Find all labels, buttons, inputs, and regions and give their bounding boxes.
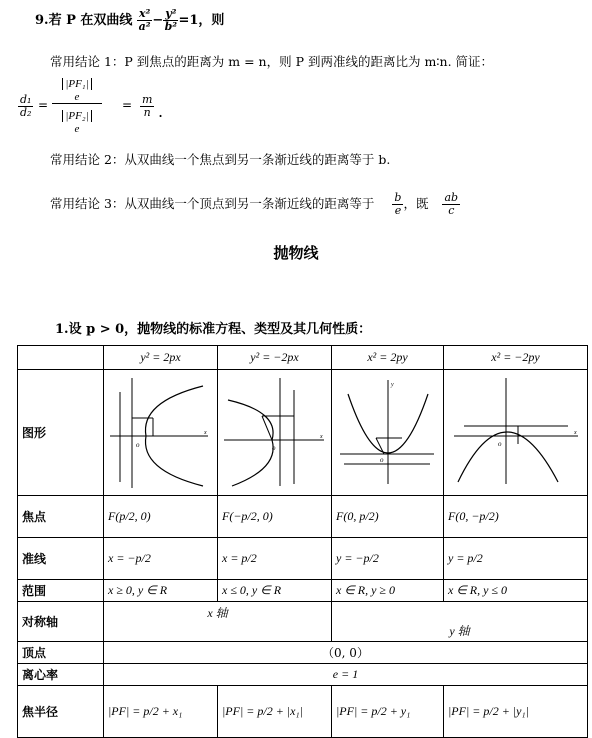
frac-b-e: $\frac{b}{e}$ (394, 191, 402, 217)
svg-text:o: o (272, 444, 276, 452)
radius-right: |PF| = p/2 + x₁ (104, 686, 218, 738)
axis-x: x 轴 (104, 602, 332, 642)
row-label-directrix: 准线 (18, 538, 104, 580)
figure-up (332, 370, 444, 496)
focus-right: F(p/2, 0) (104, 496, 218, 538)
focus-up: F(0, p/2) (332, 496, 444, 538)
q9-tail: =1，则 (178, 13, 225, 28)
row-label-focus: 焦点 (18, 496, 104, 538)
parabola-left-graph (222, 372, 326, 490)
directrix-up: y = −p/2 (332, 538, 444, 580)
row-label-radius: 焦半径 (18, 686, 104, 738)
row-label-axis: 对称轴 (18, 602, 104, 642)
svg-text:o: o (136, 441, 140, 449)
axis-y: y 轴 (332, 602, 588, 642)
axis-row (18, 602, 588, 642)
q1-heading: 1.设 p > 0，抛物线的标准方程、类型及其几何性质： (55, 322, 372, 337)
ecc-row (18, 664, 588, 686)
q9-prefix: 9.若 P 在双曲线 (35, 13, 133, 28)
svg-text:o: o (498, 440, 502, 448)
ecc-value: e = 1 (104, 664, 588, 686)
row-label-figure: 图形 (18, 370, 104, 496)
q9-frac-x: $\frac{\text{x²}}{\text{a²}}$ (138, 7, 151, 33)
parabola-up-graph (336, 372, 438, 490)
vertex-value: （0, 0） (104, 642, 588, 664)
parabola-table (17, 345, 588, 738)
focus-down: F(0, −p/2) (444, 496, 588, 538)
range-left: x ≤ 0, y ∈ R (218, 580, 332, 602)
directrix-down: y = p/2 (444, 538, 588, 580)
figure-right (104, 370, 218, 496)
focus-left: F(−p/2, 0) (218, 496, 332, 538)
conclusion-1: 常用结论 1：P 到焦点的距离为 m = n，则 P 到两准线的距离比为 m∶n. 简证： (50, 54, 494, 69)
radius-left: |PF| = p/2 + |x₁| (218, 686, 332, 738)
radius-row (18, 686, 588, 738)
range-up: x ∈ R, y ≥ 0 (332, 580, 444, 602)
directrix-row (18, 538, 588, 580)
row-label-range: 范围 (18, 580, 104, 602)
q9-line: 9.若 P 在双曲线 $\frac{\text{x²}}{\text{a²}}$ − $\frac{\text{y²}}{\text{b²}}$ =1，则 (35, 7, 225, 33)
pf-frac: |PF₁| e |PF₂| e (52, 72, 102, 135)
svg-text:y: y (391, 382, 394, 388)
parabola-down-graph (448, 372, 582, 490)
section-title: 抛物线 (273, 244, 319, 262)
directrix-left: x = p/2 (218, 538, 332, 580)
directrix-right: x = −p/2 (104, 538, 218, 580)
conclusion-2: 常用结论 2：从双曲线一个焦点到另一条渐近线的距离等于 b. (50, 152, 391, 167)
q9-frac-y: $\frac{\text{y²}}{\text{b²}}$ (164, 7, 178, 33)
svg-text:x: x (204, 430, 207, 436)
focus-row (18, 496, 588, 538)
header-up: x² = 2py (332, 346, 444, 370)
figure-down (444, 370, 588, 496)
conclusion-3: 常用结论 3：从双曲线一个顶点到另一条渐近线的距离等于 $\frac{b}{e}$ ，既 $\frac{ab}{c}$ (50, 191, 459, 217)
vertex-row (18, 642, 588, 664)
parabola-right-graph (108, 372, 212, 490)
svg-text:x: x (574, 430, 577, 436)
svg-text:o: o (380, 456, 384, 464)
header-down: x² = −2py (444, 346, 588, 370)
range-right: x ≥ 0, y ∈ R (104, 580, 218, 602)
radius-up: |PF| = p/2 + y₁ (332, 686, 444, 738)
row-label-ecc: 离心率 (18, 664, 104, 686)
header-left: y² = −2px (218, 346, 332, 370)
range-row (18, 580, 588, 602)
header-row (18, 346, 588, 370)
d-ratio: $\frac{\text{d₁}}{\text{d₂}}$ (20, 93, 32, 119)
figure-row (18, 370, 588, 496)
conclusion-1-formula: $\frac{\text{d₁}}{\text{d₂}}$ = |PF₁| e |PF₂| e = $\frac{m}{n}$ . (18, 72, 178, 144)
corner-cell (18, 346, 104, 370)
header-right: y² = 2px (104, 346, 218, 370)
row-label-vertex: 顶点 (18, 642, 104, 664)
range-down: x ∈ R, y ≤ 0 (444, 580, 588, 602)
svg-text:x: x (320, 434, 323, 440)
frac-ab-c: $\frac{ab}{c}$ (444, 191, 459, 217)
figure-left (218, 370, 332, 496)
mn-ratio: $\frac{m}{n}$ (142, 93, 153, 119)
radius-down: |PF| = p/2 + |y₁| (444, 686, 588, 738)
